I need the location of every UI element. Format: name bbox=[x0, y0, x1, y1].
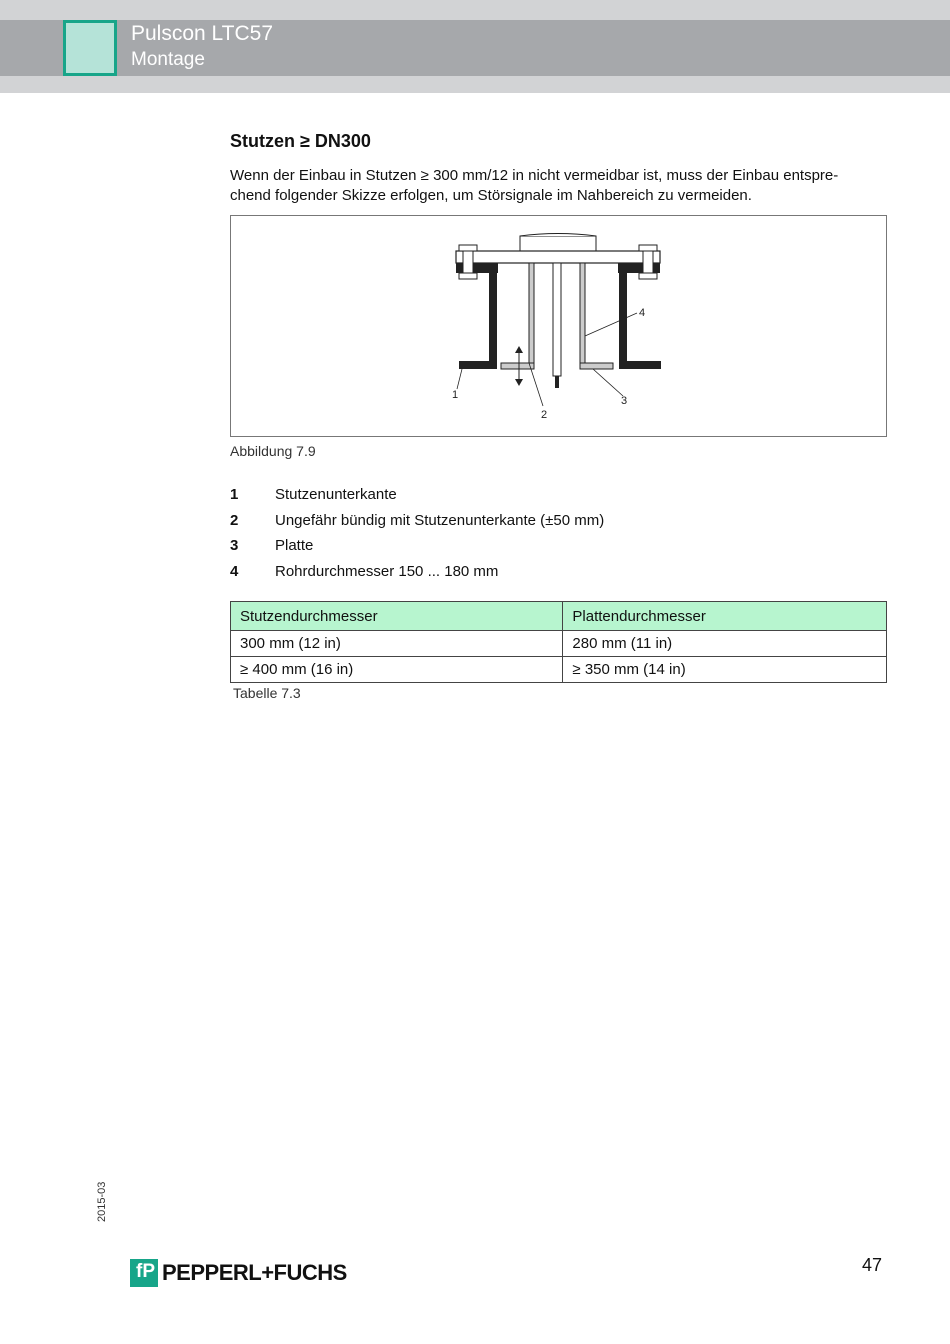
figure-label-1: 1 bbox=[452, 389, 459, 401]
table-row bbox=[231, 631, 887, 657]
figure-label-4: 4 bbox=[639, 307, 646, 319]
intro-paragraph bbox=[230, 166, 880, 206]
legend-number: 2 bbox=[230, 511, 239, 529]
figure-caption: Abbildung 7.9 bbox=[230, 443, 316, 459]
diameter-table bbox=[230, 601, 887, 683]
table-row bbox=[231, 657, 887, 683]
table-header-cell: Plattendurchmesser bbox=[563, 602, 887, 631]
legend-text: Ungefähr bündig mit Stutzenunterkante (±50 mm) bbox=[275, 511, 605, 529]
intro-line-1: Wenn der Einbau in Stutzen ≥ 300 mm/12 in nicht vermeidbar ist, muss der Einbau entspre- bbox=[230, 167, 839, 184]
brand-mark-text: fP bbox=[136, 1261, 155, 1282]
print-date: 2015-03 bbox=[96, 1181, 108, 1222]
legend-text: Platte bbox=[275, 537, 314, 555]
intro-line-2: chend folgender Skizze erfolgen, um Störsignale im Nahbereich zu vermeiden. bbox=[230, 187, 752, 204]
header-top-band bbox=[0, 0, 950, 20]
figure-label-2: 2 bbox=[541, 409, 548, 421]
table-caption: Tabelle 7.3 bbox=[233, 685, 301, 701]
legend-text: Rohrdurchmesser 150 ... 180 mm bbox=[275, 563, 499, 581]
legend-item bbox=[230, 537, 604, 563]
legend-number: 4 bbox=[230, 563, 239, 581]
legend-item bbox=[230, 512, 604, 538]
installation-diagram bbox=[231, 216, 886, 436]
table-cell: ≥ 350 mm (14 in) bbox=[563, 657, 887, 683]
table-cell: 300 mm (12 in) bbox=[231, 631, 563, 657]
document-title: Pulscon LTC57 bbox=[131, 22, 274, 45]
legend-number: 1 bbox=[230, 486, 239, 503]
header-logo-square bbox=[63, 20, 117, 76]
table-cell: 280 mm (11 in) bbox=[563, 631, 887, 657]
chapter-title: Montage bbox=[131, 49, 205, 70]
legend-text: Stutzenunterkante bbox=[275, 486, 397, 503]
legend-item bbox=[230, 486, 604, 512]
figure-legend bbox=[230, 486, 604, 589]
table-header-cell: Stutzendurchmesser bbox=[231, 602, 563, 631]
legend-item bbox=[230, 563, 604, 589]
header-bottom-band bbox=[0, 76, 950, 93]
brand-logo bbox=[130, 1259, 347, 1287]
brand-name: PEPPERL+FUCHS bbox=[162, 1260, 347, 1285]
table-header-row bbox=[231, 602, 887, 631]
section-heading: Stutzen ≥ DN300 bbox=[230, 131, 371, 151]
legend-number: 3 bbox=[230, 537, 239, 555]
page-number: 47 bbox=[862, 1255, 883, 1275]
figure-frame bbox=[230, 215, 887, 437]
table-cell: ≥ 400 mm (16 in) bbox=[231, 657, 563, 683]
figure-label-3: 3 bbox=[621, 395, 628, 407]
brand-mark-icon bbox=[130, 1259, 158, 1287]
